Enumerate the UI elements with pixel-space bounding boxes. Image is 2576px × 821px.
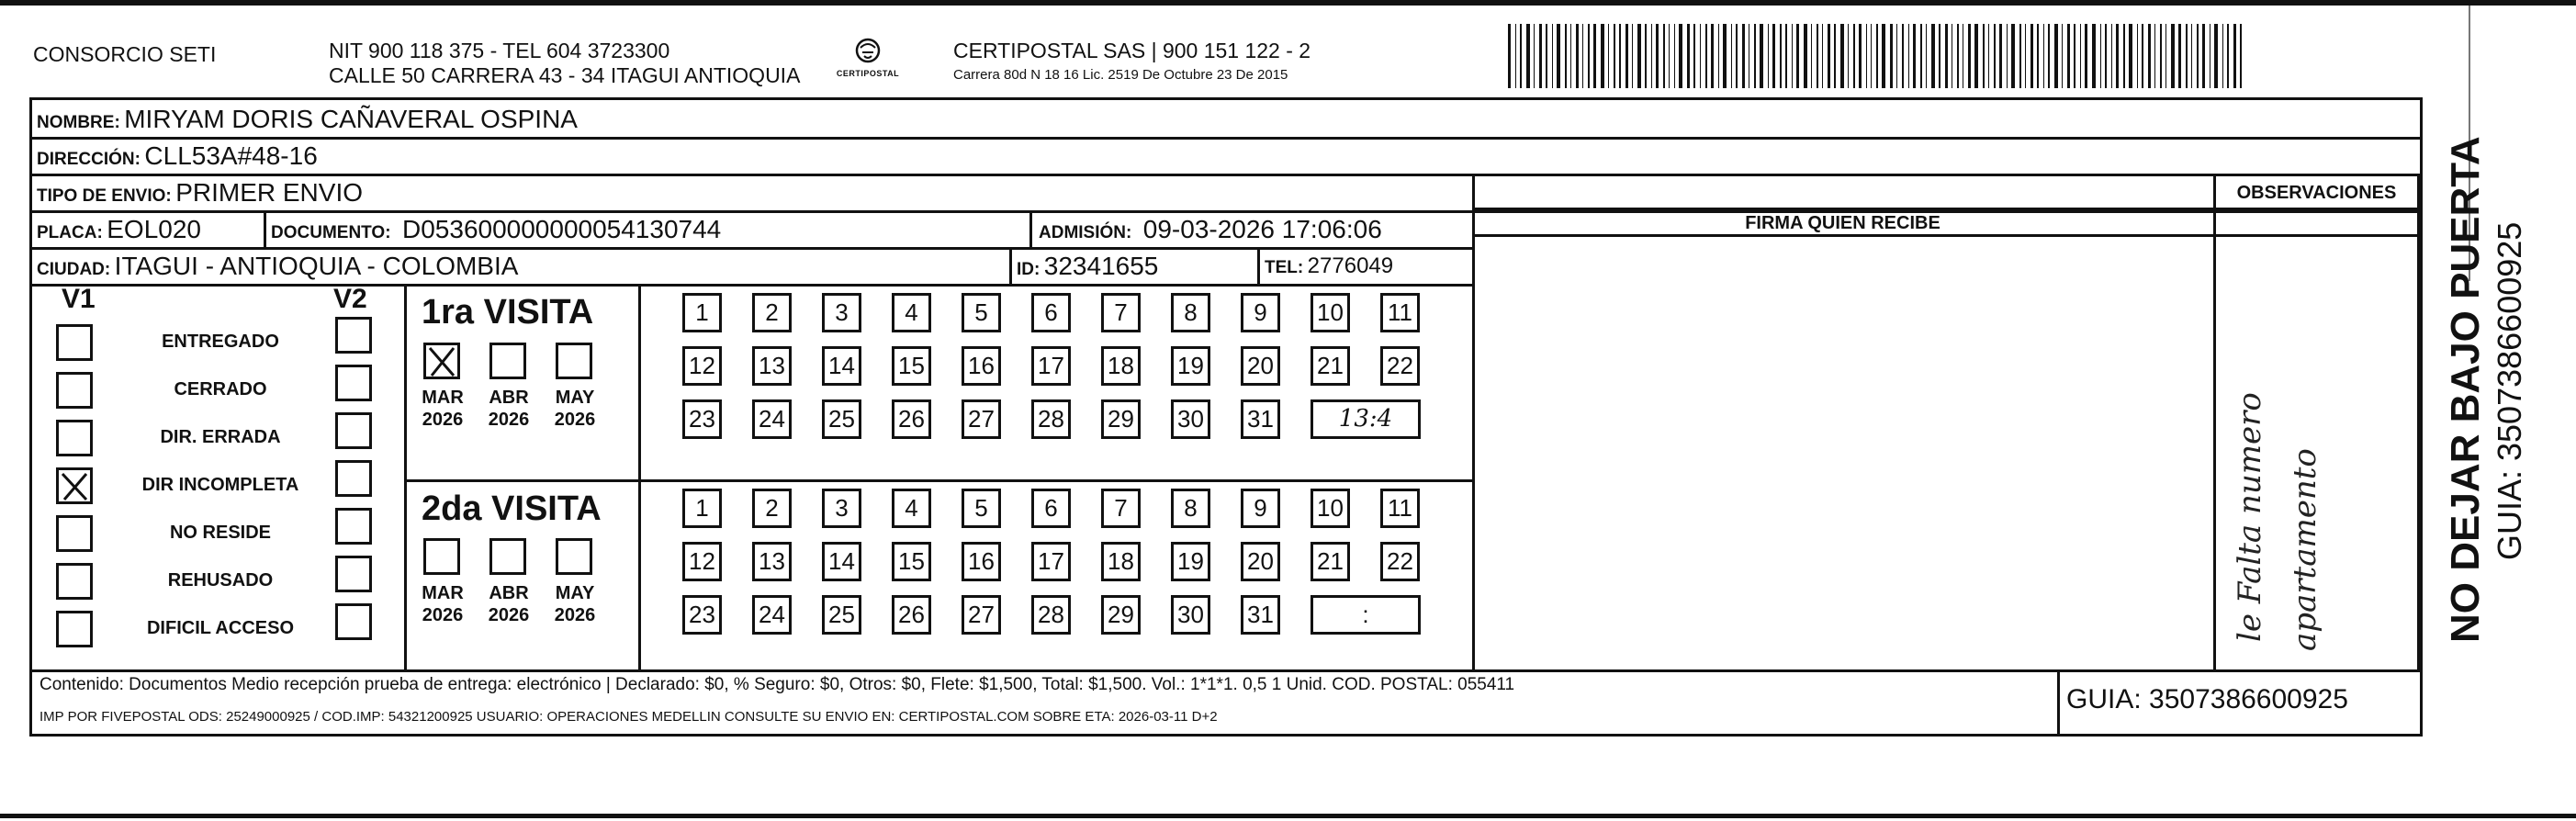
visit1-day-box[interactable]: 23 <box>682 399 722 439</box>
tel-label: TEL: <box>1265 258 1304 277</box>
visit2-day-box[interactable]: 3 <box>822 489 861 528</box>
v2-checkbox[interactable] <box>335 508 372 545</box>
visit1-day-box[interactable]: 30 <box>1171 399 1210 439</box>
admision-value: 09-03-2026 17:06:06 <box>1142 215 1382 243</box>
visit2-day-box[interactable]: 9 <box>1241 489 1280 528</box>
top-border <box>0 0 2576 6</box>
tipo-label: TIPO DE ENVIO: <box>37 186 172 206</box>
no-dejar-bajo-puerta: NO DEJAR BAJO PUERTA <box>2443 136 2488 643</box>
visit1-title: 1ra VISITA <box>422 293 594 332</box>
tel-value: 2776049 <box>1307 253 1394 278</box>
visit1-day-box[interactable]: 9 <box>1241 293 1280 332</box>
v1-checkbox[interactable] <box>56 324 93 361</box>
ciudad-field <box>37 251 518 287</box>
visit1-month-label: MAR 2026 <box>422 388 464 430</box>
visit1-month-checkbox[interactable] <box>556 343 592 379</box>
bottom-border <box>0 814 2576 818</box>
visit1-day-box[interactable]: 24 <box>752 399 792 439</box>
visit2-month-label: MAY 2026 <box>554 583 596 625</box>
visit1-day-box[interactable]: 20 <box>1241 346 1280 386</box>
visit1-day-box[interactable]: 27 <box>962 399 1001 439</box>
delivery-form <box>29 97 2423 737</box>
visit1-day-box[interactable]: 11 <box>1380 293 1420 332</box>
visit2-month-label: MAR 2026 <box>422 583 464 625</box>
placa-value: EOL020 <box>107 215 201 243</box>
visit2-day-box[interactable]: 12 <box>682 542 722 581</box>
visit2-day-box[interactable]: 29 <box>1101 595 1141 635</box>
visit2-day-box[interactable]: 27 <box>962 595 1001 635</box>
tipo-value: PRIMER ENVIO <box>175 178 364 207</box>
v1-checkbox[interactable] <box>56 467 93 504</box>
visit1-month-checkbox[interactable] <box>489 343 526 379</box>
visit2-day-box[interactable]: 16 <box>962 542 1001 581</box>
admision-field <box>1039 214 1382 250</box>
visit1-day-box[interactable]: 17 <box>1031 346 1071 386</box>
admision-label: ADMISIÓN: <box>1039 223 1132 242</box>
barcode <box>1508 24 2243 88</box>
direccion-value: CLL53A#48-16 <box>144 141 318 170</box>
placa-field <box>37 214 201 250</box>
visit1-day-box[interactable]: 16 <box>962 346 1001 386</box>
company-name: CONSORCIO SETI <box>33 42 217 66</box>
visit1-day-box[interactable]: 25 <box>822 399 861 439</box>
id-value: 32341655 <box>1043 252 1159 280</box>
visit2-day-box[interactable]: 13 <box>752 542 792 581</box>
check-mark-icon <box>426 345 457 377</box>
visit2-day-box[interactable]: 4 <box>892 489 931 528</box>
visit2-day-box[interactable]: 19 <box>1171 542 1210 581</box>
visit2-day-box[interactable]: 6 <box>1031 489 1071 528</box>
visit1-day-box[interactable]: 3 <box>822 293 861 332</box>
visit1-day-box[interactable]: 26 <box>892 399 931 439</box>
v1-checkbox[interactable] <box>56 515 93 552</box>
documento-field <box>271 214 721 250</box>
v2-checkbox[interactable] <box>335 365 372 401</box>
visit2-day-box[interactable]: 24 <box>752 595 792 635</box>
certipostal-line2: Carrera 80d N 18 16 Lic. 2519 De Octubre 23 De 2015 <box>953 67 1288 83</box>
visit1-day-box[interactable]: 6 <box>1031 293 1071 332</box>
visit1-month-label: MAY 2026 <box>554 388 596 430</box>
documento-label: DOCUMENTO: <box>271 223 391 242</box>
visit2-day-box[interactable]: 8 <box>1171 489 1210 528</box>
contenido-text: Contenido: Documentos Medio recepción prueba de entrega: electrónico | Declarado: $0, % Seguro: $0, Otros: $0, Flete: $1,500, Total: $1,500. Vol.: 1*1*1. 0,5 1 Unid. COD. POSTAL: 055411 <box>39 675 1515 694</box>
visit2-day-box[interactable]: 2 <box>752 489 792 528</box>
check-mark-icon <box>59 470 90 501</box>
visit1-day-box[interactable]: 31 <box>1241 399 1280 439</box>
visit1-day-box[interactable]: 8 <box>1171 293 1210 332</box>
visit2-month-checkbox[interactable] <box>423 538 460 575</box>
visit2-day-box[interactable]: 20 <box>1241 542 1280 581</box>
visit2-day-box[interactable]: 14 <box>822 542 861 581</box>
side-guia: GUIA: 3507386600925 <box>2491 221 2528 560</box>
id-label: ID: <box>1017 260 1041 279</box>
visit1-month-label: ABR 2026 <box>488 388 530 430</box>
nombre-row <box>37 104 578 140</box>
v1-checkbox[interactable] <box>56 420 93 456</box>
visit1-day-box[interactable]: 7 <box>1101 293 1141 332</box>
ciudad-value: ITAGUI - ANTIOQUIA - COLOMBIA <box>114 252 519 280</box>
visit2-day-box[interactable]: 23 <box>682 595 722 635</box>
v1-label: V1 <box>62 284 96 314</box>
visit2-day-box[interactable]: 7 <box>1101 489 1141 528</box>
visit1-day-box[interactable]: 13 <box>752 346 792 386</box>
status-label: DIR INCOMPLETA <box>141 475 299 495</box>
observation-line2: apartamento <box>2287 448 2323 651</box>
visit2-time-box[interactable]: : <box>1310 595 1421 635</box>
visit2-day-box[interactable]: 31 <box>1241 595 1280 635</box>
visit2-day-box[interactable]: 28 <box>1031 595 1071 635</box>
v2-checkbox[interactable] <box>335 460 372 497</box>
visit1-day-box[interactable]: 21 <box>1310 346 1350 386</box>
visit1-day-box[interactable]: 15 <box>892 346 931 386</box>
visit1-day-box[interactable]: 10 <box>1310 293 1350 332</box>
visit1-day-box[interactable]: 22 <box>1380 346 1420 386</box>
ciudad-label: CIUDAD: <box>37 260 111 279</box>
tel-field <box>1265 251 1393 285</box>
placa-label: PLACA: <box>37 223 103 242</box>
v2-checkbox[interactable] <box>335 556 372 592</box>
status-label: CERRADO <box>174 379 267 399</box>
status-label: DIFICIL ACCESO <box>146 618 294 638</box>
v1-checkbox[interactable] <box>56 563 93 600</box>
visit2-day-box[interactable]: 1 <box>682 489 722 528</box>
nombre-value: MIRYAM DORIS CAÑAVERAL OSPINA <box>124 105 578 133</box>
visit1-day-box[interactable]: 19 <box>1171 346 1210 386</box>
visit1-day-box[interactable]: 1 <box>682 293 722 332</box>
v2-checkbox[interactable] <box>335 412 372 449</box>
visit2-day-box[interactable]: 30 <box>1171 595 1210 635</box>
visit1-day-box[interactable]: 14 <box>822 346 861 386</box>
visit2-day-box[interactable]: 5 <box>962 489 1001 528</box>
status-label: REHUSADO <box>167 570 274 590</box>
firma-header: FIRMA QUIEN RECIBE <box>1745 213 1940 233</box>
visit1-day-box[interactable]: 28 <box>1031 399 1071 439</box>
visit1-time-box[interactable]: 13:4 <box>1310 399 1421 439</box>
visit2-day-box[interactable]: 10 <box>1310 489 1350 528</box>
footer-guia: GUIA: 3507386600925 <box>2066 684 2348 714</box>
logo-text: CERTIPOSTAL <box>836 69 900 78</box>
status-label: DIR. ERRADA <box>160 427 281 447</box>
visit1-day-box[interactable]: 18 <box>1101 346 1141 386</box>
visit1-day-box[interactable]: 29 <box>1101 399 1141 439</box>
company-address: CALLE 50 CARRERA 43 - 34 ITAGUI ANTIOQUIA <box>329 63 801 87</box>
visit1-day-box[interactable]: 4 <box>892 293 931 332</box>
visit2-title: 2da VISITA <box>422 489 602 528</box>
certipostal-logo <box>834 37 902 78</box>
direccion-label: DIRECCIÓN: <box>37 150 141 169</box>
visit2-day-box[interactable]: 18 <box>1101 542 1141 581</box>
visit2-day-box[interactable]: 17 <box>1031 542 1071 581</box>
tipo-row <box>37 177 363 213</box>
visit1-day-box[interactable]: 5 <box>962 293 1001 332</box>
v2-checkbox[interactable] <box>335 317 372 354</box>
visit1-day-box[interactable]: 12 <box>682 346 722 386</box>
certipostal-line1: CERTIPOSTAL SAS | 900 151 122 - 2 <box>953 39 1311 62</box>
visit2-day-box[interactable]: 11 <box>1380 489 1420 528</box>
visit2-day-box[interactable]: 21 <box>1310 542 1350 581</box>
id-field <box>1017 251 1158 287</box>
visit2-month-checkbox[interactable] <box>489 538 526 575</box>
visit2-month-label: ABR 2026 <box>488 583 530 625</box>
direccion-row <box>37 141 318 176</box>
nombre-label: NOMBRE: <box>37 113 120 132</box>
v2-label: V2 <box>333 284 367 314</box>
status-label: ENTREGADO <box>162 332 279 352</box>
visit2-day-box[interactable]: 26 <box>892 595 931 635</box>
nit-line: NIT 900 118 375 - TEL 604 3723300 <box>329 39 670 62</box>
status-label: NO RESIDE <box>169 523 272 543</box>
v2-checkbox[interactable] <box>335 603 372 640</box>
logo-icon <box>849 37 886 64</box>
visit2-day-box[interactable]: 15 <box>892 542 931 581</box>
v1-checkbox[interactable] <box>56 372 93 409</box>
v1-checkbox[interactable] <box>56 611 93 647</box>
observation-line1: le Falta numero <box>2232 392 2268 642</box>
documento-value: D053600000000054130744 <box>402 215 722 243</box>
visit2-day-box[interactable]: 25 <box>822 595 861 635</box>
observaciones-header: OBSERVACIONES <box>2236 183 2397 203</box>
visit1-day-box[interactable]: 2 <box>752 293 792 332</box>
imp-text: IMP POR FIVEPOSTAL ODS: 25249000925 / COD.IMP: 54321200925 USUARIO: OPERACIONES MEDELLIN CONSULTE SU ENVIO EN: CERTIPOSTAL.COM SOBRE ETA: 2026-03-11 D+2 <box>39 709 1218 725</box>
visit1-month-checkbox[interactable] <box>423 343 460 379</box>
visit2-day-box[interactable]: 22 <box>1380 542 1420 581</box>
visit2-month-checkbox[interactable] <box>556 538 592 575</box>
